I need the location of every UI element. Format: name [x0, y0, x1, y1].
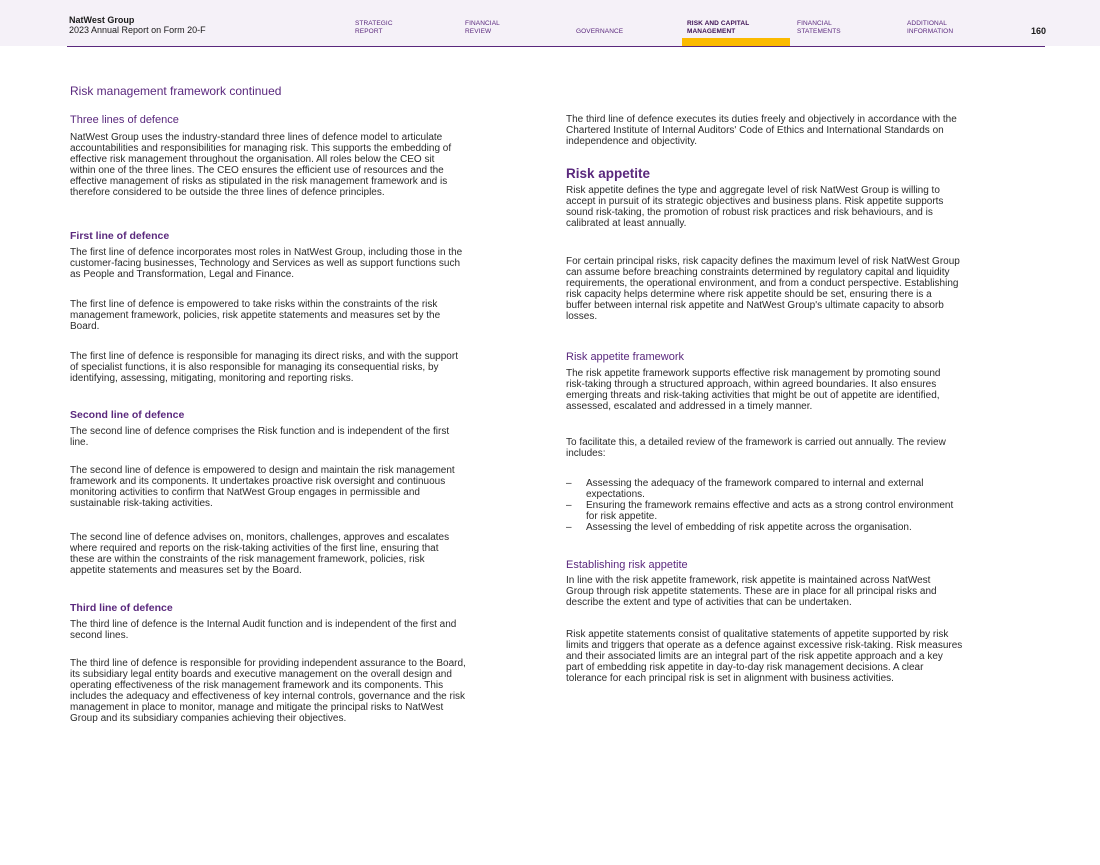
text-line: NatWest Group uses the industry-standard three lines of defence model to articulate	[70, 132, 443, 143]
list-item	[566, 522, 953, 533]
text-line: emerging threats and risk-taking activities that might be out of appetite are identified,	[566, 390, 940, 401]
nav-label-line2: MANAGEMENT	[687, 27, 736, 35]
nav-label-line2: REVIEW	[465, 27, 492, 35]
text-line: Ensuring the framework remains effective and acts as a strong control environment	[586, 500, 954, 511]
nav-label-line2: STATEMENTS	[797, 27, 841, 35]
nav-strategic-report[interactable]	[355, 20, 455, 35]
text-line: operating effectiveness of the risk management framework and its components. This	[70, 680, 444, 691]
report-title: 2023 Annual Report on Form 20-F	[69, 25, 206, 35]
text-line: Group through risk appetite statements. These are in place for all principal risks and	[566, 586, 937, 597]
text-line: describe the extent and type of activities that can be undertaken.	[566, 597, 852, 608]
text-line: Board.	[70, 321, 100, 332]
text-line: can assume before breaching constraints determined by regulatory capital and liquidity	[566, 267, 950, 278]
nav-label-line2: REPORT	[355, 27, 383, 35]
text-line: Group and its subsidiary companies achieving their objectives.	[70, 713, 347, 724]
header-divider	[67, 46, 1045, 47]
text-line: accept in pursuit of its strategic objectives and business plans. Risk appetite supports	[566, 196, 944, 207]
text-line: assessed, escalated and addressed in a timely manner.	[566, 401, 813, 412]
text-line: management framework, policies, risk appetite statements and measures set by the	[70, 310, 441, 321]
page-number: 160	[1030, 26, 1046, 36]
text-line: The second line of defence comprises the Risk function and is independent of the first	[70, 426, 450, 437]
text-line: sound risk-taking, the promotion of robust risk practices and risk behaviours, and is	[566, 207, 933, 218]
text-line: management in place to monitor, manage and mitigate the principal risks to NatWest	[70, 702, 444, 713]
text-line: and their associated limits are an integral part of the risk appetite approach and a key	[566, 651, 943, 662]
text-line: monitoring activities to confirm that NatWest Group engages in permissible and	[70, 487, 420, 498]
text-line: Risk appetite statements consist of qualitative statements of appetite supported by risk	[566, 629, 949, 640]
text-line: identifying, assessing, mitigating, monitoring and reporting risks.	[70, 373, 354, 384]
text-line: The third line of defence executes its duties freely and objectively in accordance with the	[566, 114, 957, 125]
paragraph	[70, 299, 440, 332]
heading-second-line: Second line of defence	[70, 409, 185, 421]
nav-active-indicator	[682, 38, 790, 46]
text-line: The third line of defence is responsible for providing independent assurance to the Board,	[70, 658, 466, 669]
nav-financial-review[interactable]	[465, 20, 565, 35]
text-line: risk-taking through a structured approach, within agreed boundaries. It also ensures	[566, 379, 937, 390]
nav-label-line1: ADDITIONAL	[907, 20, 948, 27]
brand-block	[69, 15, 206, 35]
dash-bullet: –	[566, 478, 572, 489]
text-line: part of embedding risk appetite in day-to-day risk management decisions. A clear	[566, 662, 924, 673]
text-line: accountabilities and responsibilities for managing risk. This supports the embedding of	[70, 143, 452, 154]
nav-label-line1: STRATEGIC	[355, 20, 393, 27]
text-line: second lines.	[70, 630, 129, 641]
text-line: sustainable risk-taking activities.	[70, 498, 213, 509]
text-line: tolerance for each principal risk is set in alignment with business activities.	[566, 673, 894, 684]
paragraph	[70, 658, 466, 724]
list-item	[566, 478, 953, 500]
paragraph	[566, 256, 960, 322]
company-name: NatWest Group	[69, 15, 135, 25]
dash-bullet: –	[566, 500, 572, 511]
text-line: line.	[70, 437, 89, 448]
nav-additional-information[interactable]	[907, 20, 1007, 35]
nav-risk-and-capital-management[interactable]	[687, 20, 787, 35]
paragraph	[70, 132, 451, 198]
nav-label-line1: GOVERNANCE	[576, 28, 624, 35]
text-line: customer-facing businesses, Technology and Services as well as support functions such	[70, 258, 461, 269]
text-line: as People and Transformation, Legal and Finance.	[70, 269, 295, 280]
heading-third-line: Third line of defence	[70, 602, 173, 614]
paragraph	[566, 114, 957, 147]
heading-establishing-risk-appetite: Establishing risk appetite	[566, 559, 688, 571]
text-line: these are within the constraints of the risk management framework, policies, risk	[70, 554, 425, 565]
paragraph	[70, 532, 449, 576]
text-line: independence and objectivity.	[566, 136, 698, 147]
text-line: To facilitate this, a detailed review of the framework is carried out annually. The review	[566, 437, 946, 448]
text-line: includes the adequacy and effectiveness of key internal controls, governance and the risk	[70, 691, 466, 702]
text-line: its subsidiary legal entity boards and executive management on the overall design and	[70, 669, 452, 680]
text-line: Assessing the level of embedding of risk appetite across the organisation.	[586, 522, 912, 533]
text-line: appetite statements and measures set by the Board.	[70, 565, 302, 576]
section-title: Risk management framework continued	[70, 84, 282, 98]
paragraph	[70, 465, 455, 509]
text-line: The second line of defence is empowered to design and maintain the risk management	[70, 465, 455, 476]
text-line: for risk appetite.	[586, 511, 658, 522]
text-line: where required and reports on the risk-taking activities of the first line, ensuring that	[70, 543, 439, 554]
nav-label-line1: FINANCIAL	[465, 20, 500, 27]
paragraph	[566, 575, 937, 608]
text-line: Assessing the adequacy of the framework compared to internal and external	[586, 478, 924, 489]
text-line: requirements, the operational environment, and from a conduct perspective. Establishing	[566, 278, 959, 289]
text-line: therefore considered to be outside the three lines of defence principles.	[70, 187, 385, 198]
text-line: Risk appetite defines the type and aggregate level of risk NatWest Group is willing to	[566, 185, 940, 196]
paragraph	[566, 629, 962, 684]
text-line: The second line of defence advises on, monitors, challenges, approves and escalates	[70, 532, 450, 543]
text-line: buffer between internal risk appetite and NatWest Group's ultimate capacity to absorb	[566, 300, 944, 311]
text-line: The first line of defence is responsible for managing its direct risks, and with the support	[70, 351, 458, 362]
text-line: effective risk management throughout the organisation. All roles below the CEO sit	[70, 154, 435, 165]
text-line: For certain principal risks, risk capacity defines the maximum level of risk NatWest Group	[566, 256, 960, 267]
paragraph	[70, 426, 449, 448]
heading-risk-appetite: Risk appetite	[566, 166, 651, 181]
text-line: within one of the three lines. The CEO ensures the efficient use of resources and the	[70, 165, 444, 176]
heading-three-lines: Three lines of defence	[70, 114, 179, 126]
paragraph	[70, 619, 456, 641]
text-line: In line with the risk appetite framework, risk appetite is maintained across NatWest	[566, 575, 931, 586]
paragraph	[70, 247, 462, 280]
nav-financial-statements[interactable]	[797, 20, 897, 35]
text-line: risk capacity helps determine where risk appetite should be set, ensuring there is a	[566, 289, 932, 300]
list-item	[566, 500, 953, 522]
text-line: framework and its components. It undertakes proactive risk oversight and continuous	[70, 476, 446, 487]
text-line: expectations.	[586, 489, 645, 500]
nav-label-line2: INFORMATION	[907, 27, 954, 35]
dash-bullet: –	[566, 522, 572, 533]
text-line: losses.	[566, 311, 598, 322]
text-line: The risk appetite framework supports effective risk management by promoting sound	[566, 368, 941, 379]
paragraph	[566, 185, 943, 229]
text-line: Chartered Institute of Internal Auditors' Code of Ethics and International Standards on	[566, 125, 944, 136]
text-line: The third line of defence is the Internal Audit function and is independent of the first and	[70, 619, 457, 630]
nav-label-line1: RISK AND CAPITAL	[687, 20, 750, 27]
review-bullet-list	[566, 478, 953, 533]
text-line: of specialist functions, it is also responsible for managing its consequential risks, by	[70, 362, 439, 373]
paragraph	[566, 437, 946, 459]
paragraph	[70, 351, 458, 384]
text-line: The first line of defence incorporates most roles in NatWest Group, including those in the	[70, 247, 463, 258]
nav-label-line1: FINANCIAL	[797, 20, 832, 27]
heading-risk-appetite-framework: Risk appetite framework	[566, 351, 684, 363]
text-line: The first line of defence is empowered to take risks within the constraints of the risk	[70, 299, 438, 310]
heading-first-line: First line of defence	[70, 230, 170, 242]
nav-governance[interactable]	[576, 28, 676, 36]
text-line: effective management of risks as stipulated in the risk management framework and is	[70, 176, 448, 187]
text-line: calibrated at least annually.	[566, 218, 687, 229]
text-line: limits and triggers that operate as a defence against excessive risk-taking. Risk measures	[566, 640, 963, 651]
paragraph	[566, 368, 940, 412]
text-line: includes:	[566, 448, 606, 459]
